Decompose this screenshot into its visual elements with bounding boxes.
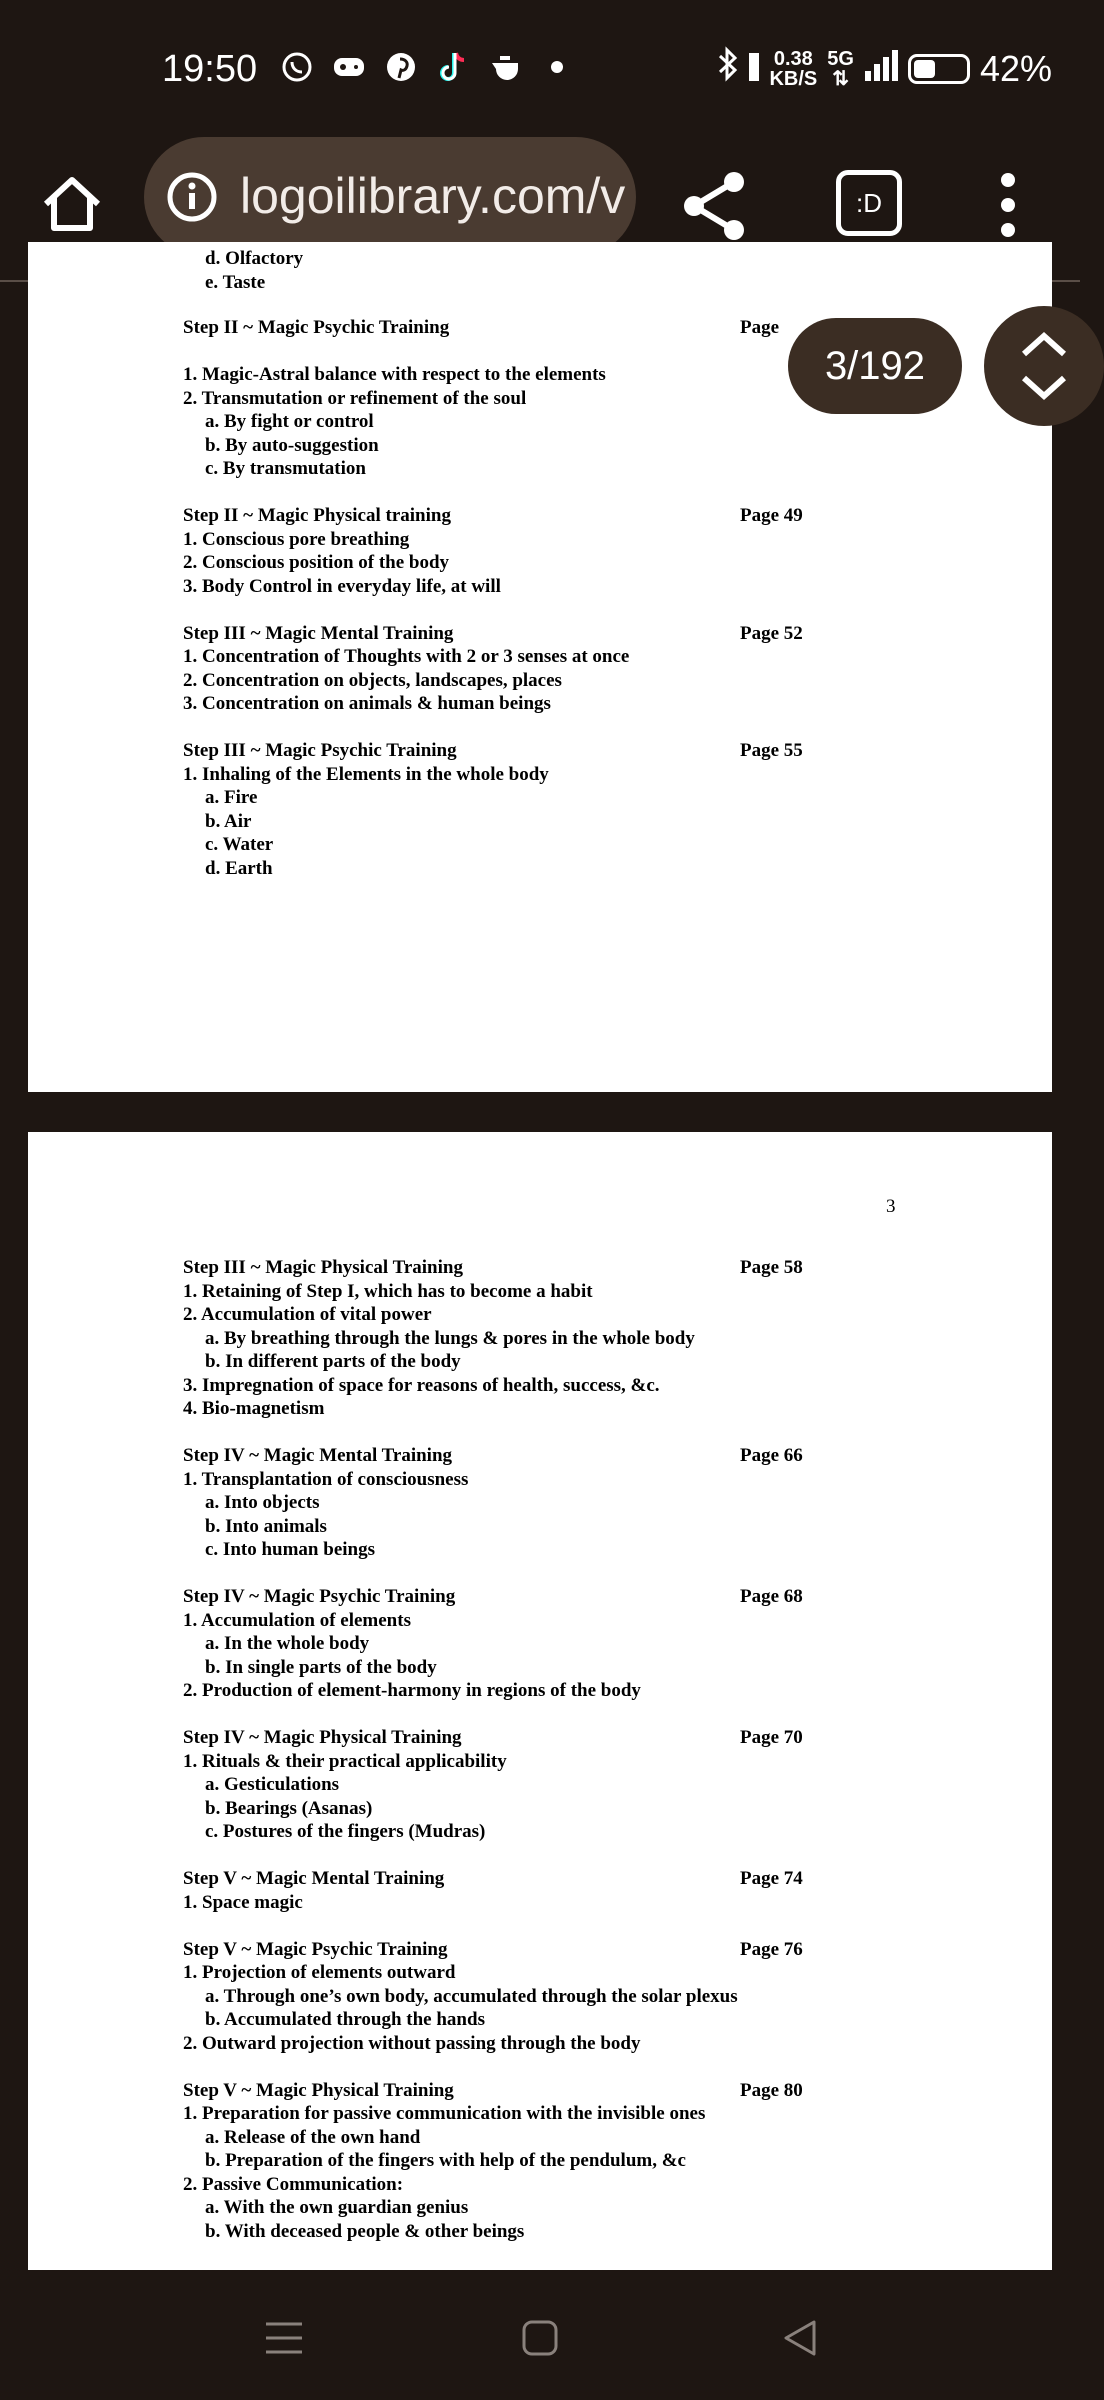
pdf-viewer[interactable] (0, 248, 1080, 2270)
back-button[interactable] (778, 2316, 822, 2360)
toc-page-ref: Page 80 (740, 2079, 803, 2101)
toc-page-ref: Page 66 (740, 1445, 803, 1466)
toc-entry: 3. Body Control in everyday life, at will (183, 575, 501, 597)
toc-entry: a. By breathing through the lungs & pores in the whole body (205, 1327, 695, 1349)
toc-page-ref: Page (740, 317, 780, 338)
toc-entry: b. By auto-suggestion (205, 434, 379, 456)
net-speed-value: 0.38 (773, 47, 813, 70)
toc-entry: b. In single parts of the body (205, 1656, 437, 1678)
toc-section-title: Step V ~ Magic Mental Training (183, 1868, 445, 1889)
toc-entry: c. Postures of the fingers (Mudras) (205, 1821, 486, 1842)
overflow-menu-button[interactable] (993, 170, 1023, 240)
system-nav-bar (0, 2270, 1080, 2400)
toc-entry: 1. Conscious pore breathing (183, 528, 410, 550)
toc-entry: 1. Magic-Astral balance with respect to the elements (183, 364, 606, 385)
toc-entry: d. Earth (205, 857, 273, 879)
network-speed (769, 49, 817, 89)
toc-section-title: Step IV ~ Magic Physical Training (183, 1727, 462, 1748)
toc-page-ref: Page 68 (740, 1586, 803, 1607)
status-bar (0, 0, 1080, 140)
toc-page-ref: Page 55 (740, 740, 803, 761)
home-button[interactable] (38, 170, 106, 238)
pinterest-icon (384, 50, 418, 84)
toc-entry: a. By fight or control (205, 411, 374, 432)
page-number: 3 (886, 1196, 896, 1217)
toc-entry: 1. Transplantation of consciousness (183, 1468, 469, 1490)
toc-entry: b. In different parts of the body (205, 1351, 461, 1372)
toc-entry: 1. Projection of elements outward (183, 1962, 456, 1983)
toc-entry: a. Into objects (205, 1492, 320, 1513)
toc-entry: 1. Preparation for passive communication with the invisible ones (183, 2103, 706, 2124)
toc-entry: b. Into animals (205, 1515, 327, 1537)
toc-entry: 3. Concentration on animals & human beings (183, 693, 551, 714)
share-icon (680, 168, 750, 244)
toc-entry: 2. Concentration on objects, landscapes, places (183, 669, 562, 691)
toc-entry: a. Gesticulations (205, 1774, 340, 1795)
toc-section-title: Step II ~ Magic Physical training (183, 505, 451, 526)
home-nav-button[interactable] (518, 2316, 562, 2360)
toc-entry: a. Through one’s own body, accumulated through the solar plexus (205, 1985, 738, 2007)
network-type: 5G (827, 47, 854, 70)
toc-entry: a. Fire (205, 787, 258, 808)
battery-saver-icon (749, 48, 759, 90)
toc-entry: c. Into human beings (205, 1539, 375, 1560)
toc-entry: 4. Bio-magnetism (183, 1398, 325, 1419)
dot-icon (540, 50, 574, 84)
whatsapp-icon (280, 50, 314, 84)
toc-entry: 2. Accumulation of vital power (183, 1304, 432, 1325)
toc-entry: a. Release of the own hand (205, 2126, 421, 2148)
chevron-up-down-icon (984, 306, 1104, 426)
fast-scroll-handle[interactable] (984, 306, 1104, 426)
toc-entry: b. With deceased people & other beings (205, 2220, 525, 2242)
more-vert-icon (993, 170, 1023, 240)
toc-entry: b. Preparation of the fingers with help of the pendulum, &c (205, 2150, 686, 2171)
toc-entry: 2. Outward projection without passing through the body (183, 2032, 641, 2054)
battery-percent: 42% (979, 47, 1052, 89)
game-controller-icon (332, 50, 366, 84)
toc-section-title: Step V ~ Magic Physical Training (183, 2079, 454, 2101)
toc-entry: a. With the own guardian genius (205, 2197, 469, 2218)
url-bar[interactable] (144, 137, 636, 257)
toc-entry: 1. Accumulation of elements (183, 1609, 411, 1631)
toc-entry: 1. Rituals & their practical applicability (183, 1750, 507, 1772)
cooking-pot-icon (488, 50, 522, 84)
toc-section-title: Step III ~ Magic Psychic Training (183, 740, 457, 761)
pdf-page-3 (28, 1132, 1052, 2332)
toc-entry: 1. Space magic (183, 1891, 303, 1913)
toc-entry: a. In the whole body (205, 1633, 370, 1654)
share-button[interactable] (680, 168, 750, 244)
data-arrows-icon: ⇅ (832, 67, 849, 90)
toc-page-ref: Page 76 (740, 1938, 803, 1960)
toc-entry: d. Olfactory (205, 248, 304, 269)
notification-icons (280, 50, 574, 84)
battery-fill (914, 60, 935, 78)
toc-entry: 2. Passive Communication: (183, 2173, 404, 2195)
tiktok-icon (436, 50, 470, 84)
toc-page-ref: Page 70 (740, 1727, 803, 1748)
back-triangle-icon (778, 2316, 822, 2360)
toc-page-ref: Page 74 (740, 1868, 803, 1889)
toc-entry: b. Bearings (Asanas) (205, 1797, 373, 1819)
info-icon[interactable] (166, 171, 218, 223)
toc-section-title: Step II ~ Magic Psychic Training (183, 317, 450, 338)
net-speed-unit: KB/S (769, 67, 818, 90)
toc-page-ref: Page 52 (740, 622, 803, 644)
bluetooth-icon (717, 46, 739, 91)
toc-section-title: Step IV ~ Magic Psychic Training (183, 1586, 456, 1607)
menu-lines-icon (262, 2316, 306, 2360)
square-icon (518, 2316, 562, 2360)
toc-entry: c. By transmutation (205, 458, 366, 479)
toc-entry: c. Water (205, 834, 274, 855)
page-counter: 3/192 (788, 318, 962, 414)
toc-section-title: Step III ~ Magic Physical Training (183, 1257, 463, 1278)
toc-entry: 2. Transmutation or refinement of the soul (183, 387, 527, 409)
toc-entry: 3. Impregnation of space for reasons of health, success, &c. (183, 1374, 660, 1396)
toc-entry: e. Taste (205, 271, 266, 293)
toc-section-title: Step V ~ Magic Psychic Training (183, 1938, 448, 1960)
recents-button[interactable] (262, 2316, 306, 2360)
battery-icon (908, 54, 970, 84)
toc-page-ref: Page 58 (740, 1257, 803, 1278)
toc-section-title: Step IV ~ Magic Mental Training (183, 1445, 453, 1466)
url-text[interactable]: logoilibrary.com/v (240, 168, 626, 224)
home-icon (38, 170, 106, 238)
tab-switcher-button[interactable]: :D (836, 170, 902, 236)
system-status (717, 46, 1052, 91)
toc-entry: 1. Inhaling of the Elements in the whole body (183, 763, 549, 785)
clock: 19:50 (162, 48, 258, 90)
toc-entry: 2. Conscious position of the body (183, 552, 450, 573)
toc-entry: 1. Concentration of Thoughts with 2 or 3 senses at once (183, 646, 630, 667)
toc-entry: 1. Retaining of Step I, which has to become a habit (183, 1280, 593, 1302)
toc-entry: b. Accumulated through the hands (205, 2009, 485, 2030)
mobile-network (827, 49, 854, 89)
toc-section-title: Step III ~ Magic Mental Training (183, 622, 454, 644)
toc-entry: 2. Production of element-harmony in regions of the body (183, 1680, 641, 1701)
toc-entry: b. Air (205, 810, 252, 832)
toc-page-ref: Page 49 (740, 505, 803, 526)
signal-strength-icon (864, 48, 898, 90)
